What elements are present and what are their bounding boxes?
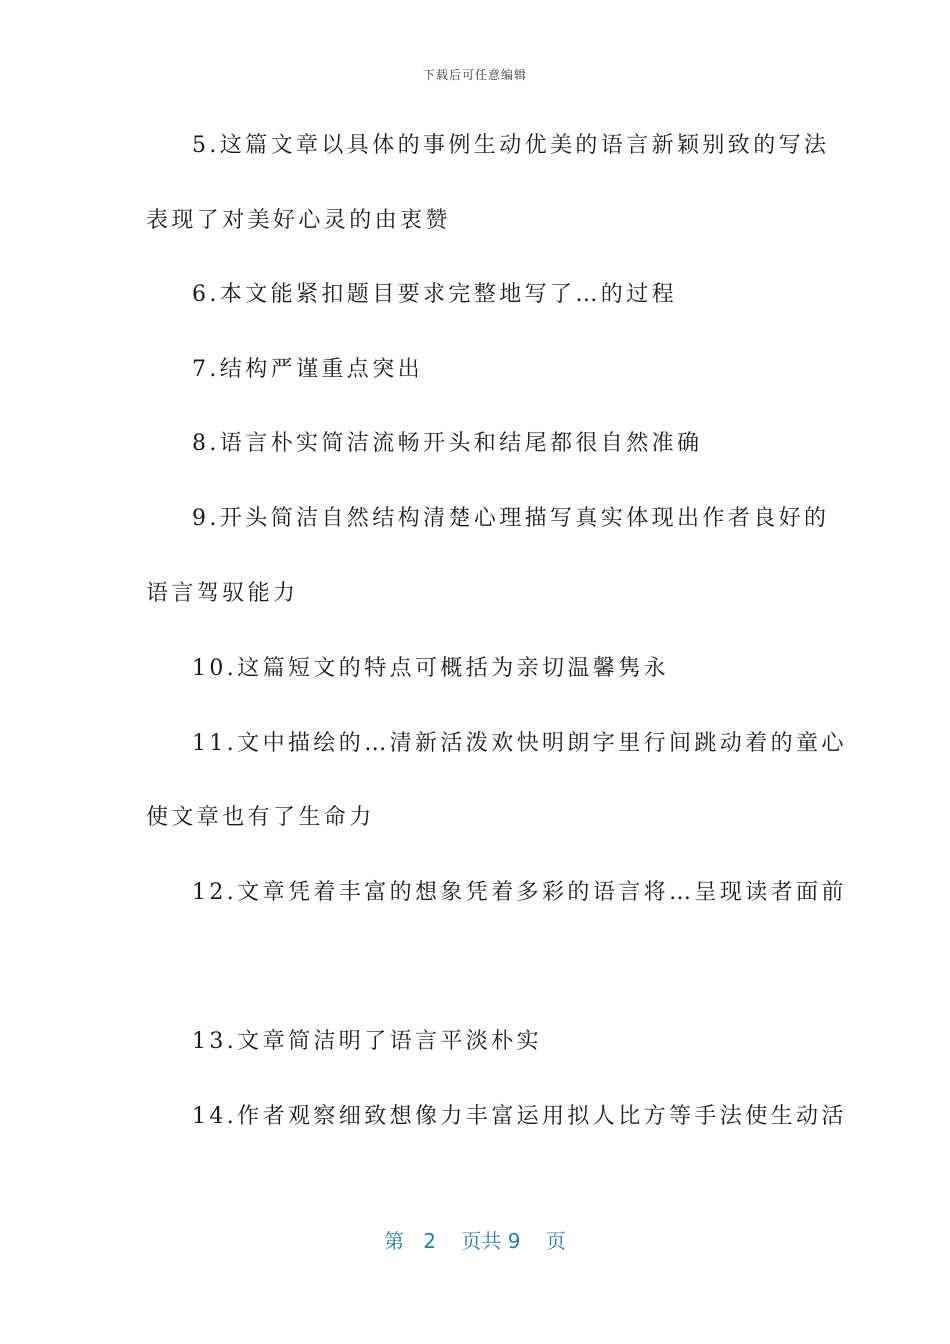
paragraph-line: 6.本文能紧扣题目要求完整地写了…的过程 (192, 282, 677, 307)
footer-suffix: 页 (545, 1229, 566, 1253)
paragraph-line: 语言驾驭能力 (146, 581, 299, 606)
paragraph-line: 10.这篇短文的特点可概括为亲切温馨隽永 (192, 656, 669, 681)
paragraph-line: 13.文章简洁明了语言平淡朴实 (192, 1029, 542, 1054)
paragraph-line: 7.结构严谨重点突出 (192, 357, 423, 382)
paragraph-line: 14.作者观察细致想像力丰富运用拟人比方等手法使生动活 (192, 1104, 847, 1129)
page-footer (0, 1225, 950, 1254)
page-total: 9 (507, 1229, 521, 1253)
paragraph-line: 8.语言朴实简洁流畅开头和结尾都很自然准确 (192, 431, 703, 456)
footer-middle: 页共 (461, 1229, 502, 1253)
paragraph-line: 表现了对美好心灵的由衷赞 (146, 208, 451, 233)
paragraph-line: 9.开头简洁自然结构清楚心理描写真实体现出作者良好的 (192, 506, 830, 531)
paragraph-line: 11.文中描绘的…清新活泼欢快明朗字里行间跳动着的童心 (192, 731, 847, 756)
footer-prefix: 第 (384, 1229, 405, 1253)
paragraph-line: 使文章也有了生命力 (146, 805, 375, 830)
paragraph-line: 12.文章凭着丰富的想象凭着多彩的语言将…呈现读者面前 (192, 880, 847, 905)
paragraph-line: 5.这篇文章以具体的事例生动优美的语言新颖别致的写法 (192, 133, 830, 158)
page-number: 2 (423, 1229, 436, 1253)
page-header: 下载后可任意编辑 (422, 68, 527, 82)
